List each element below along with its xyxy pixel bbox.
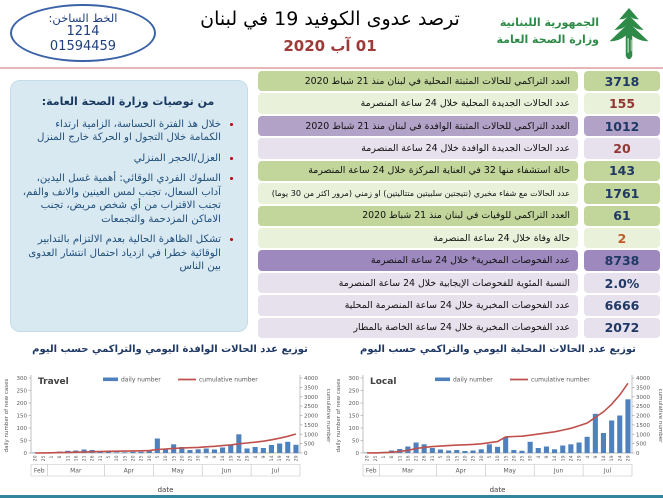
svg-text:150: 150 (16, 413, 27, 420)
stat-value: 2.0% (584, 273, 660, 293)
travel-chart-svg (1, 368, 331, 495)
stat-row (258, 71, 660, 91)
svg-text:24: 24 (618, 455, 624, 462)
x-axis-title: date (489, 486, 506, 494)
hotline-label: الخط الساخن: (48, 11, 118, 25)
stat-value: 143 (584, 161, 660, 181)
stat-label: عدد الحالات الجديدة المحلية خلال 24 ساعة المنصرمة (258, 93, 578, 113)
stat-value: 1761 (584, 183, 660, 203)
svg-text:29: 29 (294, 455, 300, 462)
svg-text:100: 100 (348, 426, 359, 432)
stat-row (258, 318, 660, 338)
svg-text:cumulative number: cumulative number (199, 376, 258, 384)
recommendations-panel (10, 80, 248, 332)
svg-text:4: 4 (204, 455, 210, 459)
svg-text:26: 26 (90, 455, 96, 462)
stat-value: 20 (584, 138, 660, 158)
svg-text:Apr: Apr (455, 467, 466, 475)
stat-value: 1012 (584, 116, 660, 136)
stat-row (258, 273, 660, 293)
svg-text:5: 5 (107, 455, 112, 459)
stat-row (258, 206, 660, 226)
svg-text:Jul: Jul (271, 467, 280, 475)
svg-text:29: 29 (245, 455, 251, 462)
svg-text:10: 10 (115, 455, 121, 462)
svg-text:0: 0 (304, 451, 308, 457)
stat-row (258, 228, 660, 248)
daily-number-swatch (103, 378, 118, 382)
svg-text:5: 5 (487, 455, 493, 459)
svg-text:15: 15 (455, 455, 461, 462)
svg-text:20: 20 (131, 455, 137, 462)
svg-text:10: 10 (164, 455, 170, 462)
svg-text:14: 14 (602, 455, 608, 462)
stat-row (258, 295, 660, 315)
svg-text:10: 10 (447, 455, 453, 462)
svg-text:21: 21 (414, 455, 420, 462)
svg-text:4: 4 (585, 455, 591, 459)
svg-text:200: 200 (16, 401, 27, 407)
local-chart (333, 368, 663, 495)
svg-text:3500: 3500 (636, 385, 650, 392)
svg-text:4000: 4000 (636, 376, 650, 382)
recommendation-item: • تشكل الظاهرة الحالية بعدم الالتزام بالتدابير الوقائية خطرا في ازدياد احتمال انتشار العدوى بين الناس (21, 233, 221, 273)
local-chart-title: توزيع عدد الحالات المحلية اليومي والتراكمي حسب اليوم (360, 344, 636, 355)
left-axis-title: daily number of new cases (4, 378, 10, 453)
stat-label: حالة وفاة خلال 24 ساعة المنصرمة (258, 228, 578, 248)
svg-text:2000: 2000 (304, 413, 318, 420)
svg-text:daily number: daily number (453, 376, 493, 384)
svg-text:100: 100 (16, 426, 27, 432)
svg-text:19: 19 (278, 455, 284, 462)
republic-label: الجمهورية اللبنانية (499, 16, 599, 29)
stat-value: 155 (584, 93, 660, 113)
stat-row (258, 161, 660, 181)
svg-text:15: 15 (123, 455, 129, 462)
daily-bars (365, 399, 631, 453)
stat-value: 6666 (584, 295, 660, 315)
svg-text:14: 14 (553, 455, 559, 462)
svg-text:25: 25 (188, 455, 194, 462)
svg-text:Apr: Apr (123, 467, 134, 475)
svg-text:May: May (171, 467, 184, 475)
svg-text:16: 16 (74, 455, 80, 462)
stats-table (258, 71, 660, 338)
travel-chart-title: توزيع عدد الحالات الوافدة اليومي والتراكمي حسب اليوم (32, 344, 308, 355)
svg-text:9: 9 (593, 455, 599, 459)
daily-bars (33, 434, 299, 453)
y-axis-tick-labels (17, 376, 319, 457)
svg-text:24: 24 (569, 455, 575, 462)
svg-text:cumulative number: cumulative number (531, 376, 590, 384)
svg-text:19: 19 (229, 455, 235, 462)
stat-label: حالة استشفاء منها 32 في العناية المركزة خلال 24 ساعة المنصرمة (258, 161, 578, 181)
svg-text:15: 15 (172, 455, 178, 462)
stat-row (258, 250, 660, 270)
svg-text:25: 25 (139, 455, 145, 462)
stat-label: العدد التراكمي للحالات المثبتة الوافدة في لبنان منذ 21 شباط 2020 (258, 116, 578, 136)
legend (103, 377, 258, 384)
right-axis-title: cumulative number (325, 388, 331, 443)
svg-text:24: 24 (237, 455, 243, 462)
svg-text:5: 5 (439, 455, 444, 459)
left-axis-title: daily number of new cases (336, 378, 342, 453)
svg-text:2500: 2500 (636, 404, 650, 411)
recommendation-item: • خلال هذ الفترة الحساسة، الزامية ارتداء الكمامة خلال التجول او الحركة خارج المنزل (21, 118, 221, 145)
svg-text:11: 11 (66, 455, 72, 462)
svg-text:31: 31 (430, 455, 436, 462)
svg-text:4: 4 (253, 455, 259, 459)
svg-text:0: 0 (355, 451, 359, 457)
x-axis-day-labels (33, 455, 300, 461)
svg-text:0: 0 (23, 451, 27, 457)
svg-text:25: 25 (373, 455, 379, 462)
svg-text:16: 16 (406, 455, 412, 462)
svg-text:15: 15 (504, 455, 510, 462)
stat-row (258, 116, 660, 136)
svg-text:50: 50 (352, 438, 359, 445)
svg-text:30: 30 (196, 455, 202, 462)
svg-text:4000: 4000 (304, 376, 318, 382)
cedar-logo-icon (603, 4, 655, 64)
svg-text:19: 19 (610, 455, 616, 462)
svg-text:4: 4 (536, 455, 542, 459)
recommendations-title: من توصيات وزارة الصحة العامة: (41, 95, 215, 108)
svg-text:500: 500 (636, 441, 647, 448)
travel-chart (1, 368, 331, 495)
svg-text:150: 150 (348, 413, 359, 420)
page-title: ترصد عدوى الكوفيد 19 في لبنان (200, 8, 460, 30)
svg-text:1000: 1000 (636, 432, 650, 439)
svg-text:9: 9 (261, 455, 267, 459)
svg-text:9: 9 (213, 455, 218, 459)
stat-label: النسبة المئوية للفحوصات الإيجابية خلال 24 ساعة المنصرمة (258, 273, 578, 293)
stat-row (258, 93, 660, 113)
hotline-badge (10, 4, 156, 62)
svg-text:3000: 3000 (304, 394, 318, 401)
svg-text:300: 300 (16, 376, 27, 382)
x-axis-title: date (157, 486, 174, 494)
svg-text:10: 10 (496, 455, 502, 462)
header-divider (0, 67, 663, 69)
svg-text:2000: 2000 (636, 413, 650, 420)
local-chart-svg (333, 368, 663, 495)
stat-label: عدد الحالات مع شفاء مخبري (نتيجتين سلبيتين متتاليتين) او زمني (مرور اكثر من 30 يوما) (258, 183, 578, 203)
svg-text:14: 14 (221, 455, 227, 462)
svg-text:May: May (503, 467, 516, 475)
svg-text:11: 11 (398, 455, 404, 462)
svg-text:Feb: Feb (33, 467, 45, 475)
svg-text:500: 500 (304, 441, 315, 448)
svg-text:Feb: Feb (365, 467, 377, 475)
svg-text:20: 20 (512, 455, 518, 462)
recommendation-item: • السلوك الفردي الوقائي: أهمية غسل اليدين، آداب السعال، تجنب لمس العينين والانف والفم، تجنب الاقتراب من أي شخص مريض، تجنب الاماكن المزدحمة والتجمعات (21, 172, 221, 226)
hotline-number-short: 1214 (66, 24, 100, 39)
svg-text:1: 1 (382, 455, 387, 459)
legend (435, 377, 590, 384)
stat-value: 61 (584, 206, 660, 226)
svg-text:1000: 1000 (304, 432, 318, 439)
month-labels (34, 468, 280, 475)
svg-text:30: 30 (528, 455, 534, 462)
right-axis-title: cumulative number (657, 388, 663, 443)
svg-text:200: 200 (348, 401, 359, 407)
svg-text:9: 9 (545, 455, 550, 459)
stat-label: العدد التراكمي للوفيات في لبنان منذ 21 شباط 2020 (258, 206, 578, 226)
x-axis-day-labels (365, 455, 632, 461)
svg-text:26: 26 (422, 455, 428, 462)
svg-text:Jun: Jun (221, 467, 232, 475)
stat-value: 8738 (584, 250, 660, 270)
chart-label: Travel (38, 377, 69, 387)
svg-text:25: 25 (471, 455, 477, 462)
svg-text:29: 29 (577, 455, 583, 462)
svg-text:Jun: Jun (553, 467, 564, 475)
daily-number-swatch (435, 378, 450, 382)
stat-label: العدد التراكمي للحالات المثبتة المحلية في لبنان منذ 21 شباط 2020 (258, 71, 578, 91)
svg-text:14: 14 (270, 455, 276, 462)
svg-text:daily number: daily number (121, 376, 161, 384)
month-labels (366, 468, 612, 475)
svg-text:1: 1 (50, 455, 55, 459)
recommendation-item: • العزل/الحجر المنزلي (21, 152, 221, 165)
ministry-label: وزارة الصحة العامة (496, 32, 599, 46)
stat-label: عدد الفحوصات المخبرية* خلال 24 ساعة المنصرمة (258, 250, 578, 270)
stat-value: 3718 (584, 71, 660, 91)
stat-label: عدد الحالات الجديدة الوافدة خلال 24 ساعة المنصرمة (258, 138, 578, 158)
svg-text:1500: 1500 (304, 422, 318, 429)
svg-text:250: 250 (16, 388, 27, 395)
svg-text:2500: 2500 (304, 404, 318, 411)
svg-text:25: 25 (41, 455, 47, 462)
svg-text:5: 5 (155, 455, 161, 459)
svg-text:300: 300 (348, 376, 359, 382)
svg-text:31: 31 (98, 455, 104, 462)
svg-text:0: 0 (636, 451, 640, 457)
svg-text:30: 30 (479, 455, 485, 462)
chart-label: Local (370, 377, 397, 387)
svg-text:Jul: Jul (603, 467, 612, 475)
recommendations-list (19, 118, 237, 274)
svg-text:3000: 3000 (636, 394, 650, 401)
svg-text:25: 25 (520, 455, 526, 462)
stat-row (258, 183, 660, 203)
svg-text:3500: 3500 (304, 385, 318, 392)
svg-text:6: 6 (58, 455, 64, 459)
svg-text:50: 50 (20, 438, 27, 445)
stat-value: 2072 (584, 318, 660, 338)
stat-row (258, 138, 660, 158)
svg-text:1500: 1500 (636, 422, 650, 429)
ministry-name (497, 15, 600, 48)
svg-text:6: 6 (390, 455, 396, 459)
svg-text:24: 24 (286, 455, 292, 462)
svg-text:21: 21 (82, 455, 88, 462)
stat-value: 2 (584, 228, 660, 248)
svg-text:250: 250 (348, 388, 359, 395)
svg-text:19: 19 (561, 455, 567, 462)
report-date: 01 آب 2020 (283, 37, 377, 55)
svg-text:20: 20 (180, 455, 186, 462)
svg-text:30: 30 (147, 455, 153, 462)
svg-text:20: 20 (33, 455, 39, 462)
svg-text:Mar: Mar (402, 467, 414, 475)
hotline-number-long: 01594459 (49, 38, 117, 54)
svg-text:20: 20 (463, 455, 469, 462)
stat-label: عدد الفحوصات المخبرية خلال 24 ساعة المنصرمة المحلية (258, 295, 578, 315)
svg-text:Mar: Mar (70, 467, 82, 475)
svg-text:29: 29 (626, 455, 632, 462)
stat-label: عدد الفحوصات المخبرية خلال 24 ساعة الخاصة بالمطار (258, 318, 578, 338)
svg-text:20: 20 (365, 455, 371, 462)
